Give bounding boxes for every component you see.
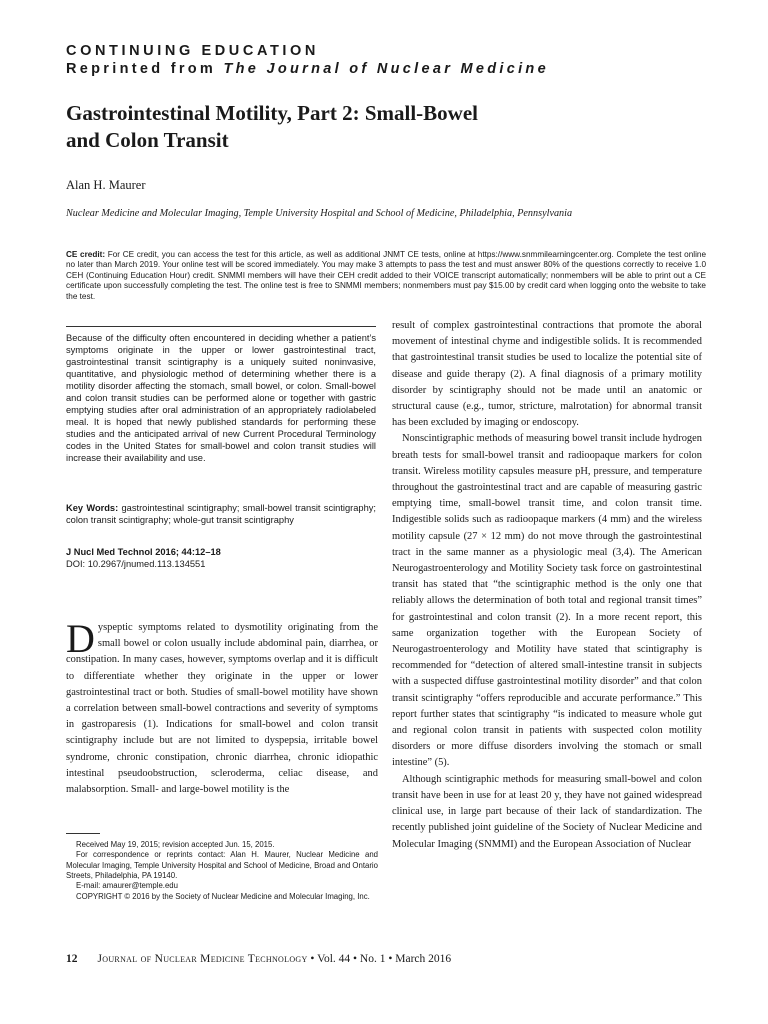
- footnote-received: Received May 19, 2015; revision accepted Jun. 15, 2015.: [76, 840, 275, 849]
- body-column-right: [392, 318, 702, 853]
- title-line-1: Gastrointestinal Motility, Part 2: Small-Bowel: [66, 101, 478, 125]
- ce-credit-notice: [66, 250, 706, 302]
- body-paragraph: Although scintigraphic methods for measuring small-bowel and colon transit have been in use for at least 20 y, they have not gained widespread clinical use, in large part because of their lack of standardization. The recently published joint guideline of the Society of Nuclear Medicine and Molecular Imaging (SNMMI) and the European Association of Nuclear: [392, 773, 702, 850]
- abstract-text: Because of the difficulty often encountered in deciding whether a patient’s symptoms originate in the upper or lower gastrointestinal tract, gastrointestinal transit scintigraphy is a uniquely suited noninvasive, quantitative, and physiologic method of determining whether there is a motility disorder affecting the stomach, small bowel, or colon. Small-bowel and colon transit studies can be performed alone or together with gastric emptying studies after oral administration of an appropriately radiolabeled meal. It is hoped that newly published standards for performing these studies and the anticipated arrival of new Current Procedural Terminology codes in the United States for small-bowel and colon transit studies will increase their availability and use.: [66, 333, 376, 463]
- body-column-left: [66, 616, 378, 798]
- keywords-text: gastrointestinal scintigraphy; small-bowel transit scintigraphy; colon transit scintigraphy; whole-gut transit scintigraphy: [66, 503, 376, 525]
- section-header: [66, 42, 706, 78]
- reprint-source: [66, 60, 706, 78]
- citation-block: [66, 546, 376, 570]
- section-label: CONTINUING EDUCATION: [66, 43, 319, 59]
- footnote-copyright: COPYRIGHT © 2016 by the Society of Nuclear Medicine and Molecular Imaging, Inc.: [76, 891, 370, 901]
- footer-journal-name: Journal of Nuclear Medicine Technology: [97, 953, 308, 965]
- doi: DOI: 10.2967/jnumed.113.134551: [66, 559, 206, 569]
- author-affiliation: Nuclear Medicine and Molecular Imaging, Temple University Hospital and School of Medicine, Philadelphia, Pennsylvania: [66, 208, 573, 219]
- page-footer: [66, 952, 706, 966]
- drop-cap: D: [66, 616, 95, 661]
- article-title: [66, 100, 686, 154]
- ce-credit-text: For CE credit, you can access the test for this article, as well as additional JNMT CE tests, online at https://www.snmmilearningcenter.org. Complete the test online no later than March 2019. Your online test will be scored immediately. You may make 3 attempts to pass the test and must answer 80% of the questions correctly to receive 1.0 CEH (Continuing Education Hour) credit. SNMMI members will have their CEH credit added to their VOICE transcript automatically; nonmembers will be able to print out a CE certificate upon successfully completing the test. The online test is free to SNMMI members; nonmembers must pay $15.00 by credit card when logging onto the website to take the test.: [66, 250, 706, 301]
- footnote-email: E-mail: amaurer@temple.edu: [76, 881, 178, 891]
- keywords: [66, 503, 376, 527]
- keywords-label: Key Words:: [66, 503, 119, 513]
- body-paragraph: Nonscintigraphic methods of measuring bowel transit include hydrogen breath tests for small-bowel transit and radioopaque markers for colon transit. Wireless motility capsules measure pH, pressure, and temperature throughout the gastrointestinal tract and are capable of measuring gastric emptying time, small-bowel transit time, and colon transit time. Indigestible solids such as radioopaque markers (4 mm) and the wireless motility capsule (27 × 12 mm) do not move through the gastrointestinal tract in the same manner as a physiologic meal (3,4). The American Neurogastroenterology and Motility Society task force on gastrointestinal transit has stated that “the scintigraphic method is the only one that reliably allows the determination of both total and regional transit times” for gastrointestinal and colon transit (2). In a more recent report, this same organization together with the European Society of Neurogastroenterology and Motility have stated that scintigraphy is recommended for “detection of altered small-intestine transit in subjects with a suspected diffuse gastrointestinal motility disorder” and that colon transit scintigraphy “offers reproducible and accurate performance.” This report further states that scintigraphy “is indicated to measure whole gut and regional colon transit in patients with suspected colon motility disorders or more diffuse disorders involving the stomach or small intestine” (5).: [392, 433, 702, 769]
- author-name: Alan H. Maurer: [66, 178, 146, 192]
- reprint-journal-name: The Journal of Nuclear Medicine: [223, 61, 549, 77]
- citation: J Nucl Med Technol 2016; 44:12–18: [66, 547, 221, 557]
- body-paragraph: result of complex gastrointestinal contractions that promote the aboral movement of intestinal chyme and indigestible solids. It is recommended that gastrointestinal transit studies be used to localize the potential site of disease and guide therapy (2). A final diagnosis of a primary motility disorder by scintigraphy should not be made until an anatomic or structural cause (e.g., tumor, stricture, malrotation) for abnormal transit has been excluded by imaging or endoscopy.: [392, 320, 702, 429]
- footnotes: [66, 840, 378, 902]
- page-number: 12: [66, 953, 78, 965]
- body-left-text: yspeptic symptoms related to dysmotility originating from the small bowel or colon usually include abdominal pain, diarrhea, or constipation. In many cases, however, symptoms overlap and it is difficult to differentiate whether they originate in the upper or lower gastrointestinal tract or both. Studies of small-bowel motility have shown a correlation between small-bowel contractions and severity of symptoms in gastroparesis (1). Indications for small-bowel and colon transit scintigraphy include but are not limited to dyspepsia, irritable bowel syndrome, chronic constipation, chronic diarrhea, chronic idiopathic intestinal pseudoobstruction, scleroderma, celiac disease, and malabsorption. Small- and large-bowel motility is the: [66, 622, 378, 796]
- footer-issue: • Vol. 44 • No. 1 • March 2016: [307, 953, 452, 965]
- title-line-2: and Colon Transit: [66, 128, 229, 152]
- footnote-divider: [66, 833, 100, 834]
- abstract-divider: [66, 326, 376, 327]
- footnote-correspondence: For correspondence or reprints contact: Alan H. Maurer, Nuclear Medicine and Molecular Imaging, Temple University Hospital and School of Medicine, Broad and Ontario Streets, Philadelphia, PA 19140.: [66, 850, 378, 881]
- ce-credit-label: CE credit:: [66, 250, 106, 259]
- reprint-prefix: Reprinted from: [66, 61, 224, 77]
